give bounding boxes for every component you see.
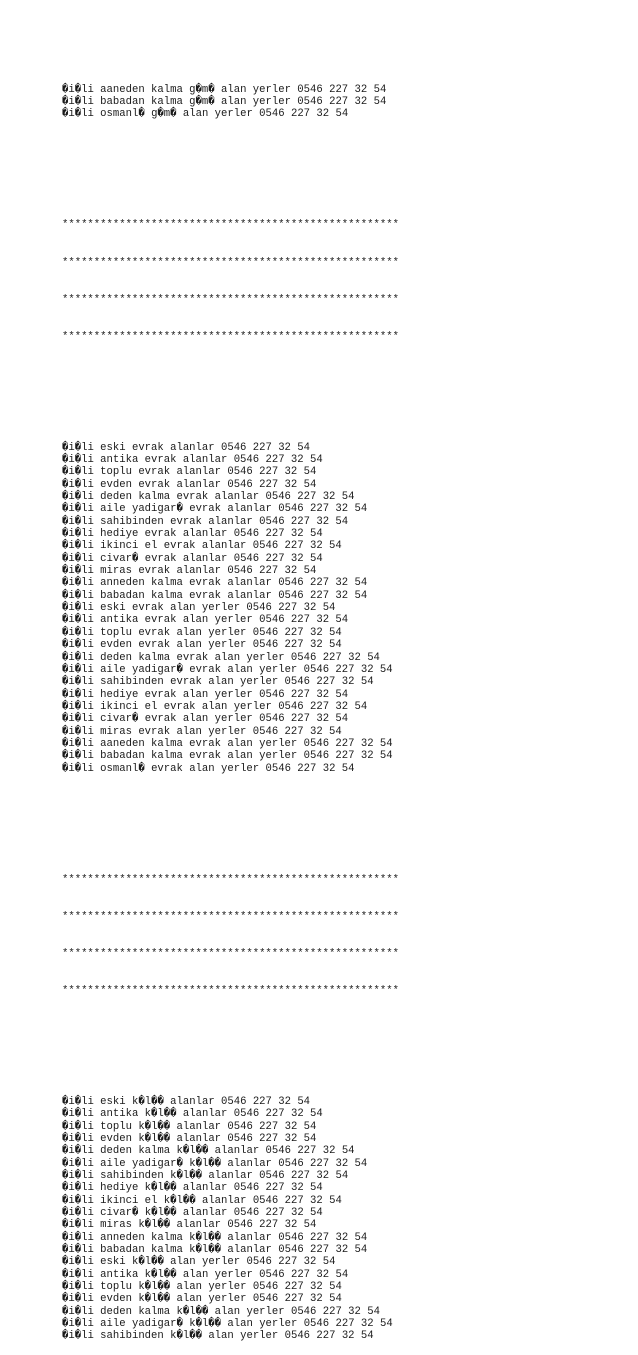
text-line: �i�li antika evrak alanlar 0546 227 32 54 — [62, 454, 323, 466]
text-line: �i�li hediye k�l�� alanlar 0546 227 32 54 — [62, 1182, 323, 1195]
text-line: �i�li toplu evrak alan yerler 0546 227 32 54 — [62, 626, 342, 639]
separator-line: ***************************************************** — [62, 256, 399, 269]
text-line: �i�li aile yadigar� k�l�� alan yerler 0546 227 32 54 — [62, 1318, 393, 1331]
text-line: �i�li aaneden kalma evrak alan yerler 0546 227 32 54 — [62, 737, 393, 750]
text-line: �i�li eski k�l�� alan yerler 0546 227 32 54 — [62, 1256, 336, 1269]
text-line: �i�li deden kalma k�l�� alan yerler 0546 227 32 54 — [62, 1305, 380, 1318]
spacer — [62, 800, 632, 825]
separator-line: ***************************************************** — [62, 219, 399, 232]
text-line: �i�li evden k�l�� alanlar 0546 227 32 54 — [62, 1132, 317, 1145]
text-line: �i�li deden kalma evrak alanlar 0546 227 32 54 — [62, 491, 355, 504]
text-line: �i�li anneden kalma evrak alanlar 0546 227 32 54 — [62, 577, 368, 590]
text-line: �i�li ikinci el evrak alan yerler 0546 227 32 54 — [62, 700, 368, 713]
text-line: �i�li evden k�l�� alan yerler 0546 227 32 54 — [62, 1293, 342, 1306]
text-line: �i�li sahibinden k�l�� alan yerler 0546 227 32 54 — [62, 1330, 374, 1343]
text-line: �i�li ikinci el evrak alanlar 0546 227 32 54 — [62, 540, 342, 553]
separator-line: ***************************************************** — [62, 293, 399, 306]
text-line: �i�li eski evrak alan yerler 0546 227 32 54 — [62, 602, 336, 615]
text-line: �i�li deden kalma evrak alan yerler 0546 227 32 54 — [62, 651, 380, 664]
text-line: �i�li aile yadigar� evrak alan yerler 0546 227 32 54 — [62, 663, 393, 676]
text-line: �i�li babadan kalma g�m� alan yerler 0546 227 32 54 — [62, 96, 387, 109]
text-line: �i�li osmanl� evrak alan yerler 0546 227 32 54 — [62, 762, 355, 775]
text-line: �i�li anneden kalma k�l�� alanlar 0546 227 32 54 — [62, 1231, 368, 1244]
text-line: �i�li babadan kalma evrak alanlar 0546 227 32 54 — [62, 589, 368, 602]
separator-line: ***************************************************** — [62, 873, 399, 886]
text-line: �i�li babadan kalma k�l�� alanlar 0546 227 32 54 — [62, 1244, 368, 1256]
text-line: �i�li hediye evrak alanlar 0546 227 32 54 — [62, 528, 323, 541]
text-line: �i�li hediye evrak alan yerler 0546 227 32 54 — [62, 688, 349, 701]
text-line: �i�li aile yadigar� k�l�� alanlar 0546 227 32 54 — [62, 1157, 368, 1170]
separator-line: ***************************************************** — [62, 984, 399, 997]
spacer — [62, 145, 632, 170]
text-line: �i�li ikinci el k�l�� alanlar 0546 227 32 54 — [62, 1194, 342, 1207]
text-block-3 — [62, 1096, 632, 1343]
text-line: �i�li babadan kalma evrak alan yerler 0546 227 32 54 — [62, 750, 393, 763]
text-line: �i�li civar� evrak alanlar 0546 227 32 54 — [62, 552, 323, 565]
text-line: �i�li aaneden kalma g�m� alan yerler 0546 227 32 54 — [62, 83, 387, 96]
text-line: �i�li miras k�l�� alanlar 0546 227 32 54 — [62, 1219, 317, 1232]
text-block-2 — [62, 442, 632, 775]
text-line: �i�li eski evrak alanlar 0546 227 32 54 — [62, 441, 310, 454]
text-line: �i�li aile yadigar� evrak alanlar 0546 227 32 54 — [62, 503, 368, 516]
document-page — [62, 59, 632, 1355]
text-line: �i�li eski k�l�� alanlar 0546 227 32 54 — [62, 1095, 311, 1108]
text-line: �i�li deden kalma k�l�� alanlar 0546 227 32 54 — [62, 1145, 355, 1158]
spacer — [62, 392, 632, 417]
text-line: �i�li miras evrak alan yerler 0546 227 32 54 — [62, 725, 342, 738]
separator-line: ***************************************************** — [62, 330, 399, 343]
text-line: �i�li evden evrak alanlar 0546 227 32 54 — [62, 478, 317, 491]
text-line: �i�li toplu k�l�� alan yerler 0546 227 32 54 — [62, 1281, 342, 1294]
text-line: �i�li sahibinden evrak alan yerler 0546 227 32 54 — [62, 676, 374, 689]
text-line: �i�li civar� k�l�� alanlar 0546 227 32 54 — [62, 1206, 323, 1219]
text-block-1 — [62, 84, 632, 121]
text-line: �i�li toplu k�l�� alanlar 0546 227 32 54 — [62, 1120, 317, 1133]
separator-block-2 — [62, 849, 632, 1022]
text-line: �i�li antika k�l�� alan yerler 0546 227 32 54 — [62, 1268, 349, 1281]
text-line: �i�li sahibinden k�l�� alanlar 0546 227 32 54 — [62, 1169, 349, 1182]
separator-block-1 — [62, 195, 632, 368]
text-line: �i�li toplu evrak alanlar 0546 227 32 54 — [62, 466, 317, 479]
separator-line: ***************************************************** — [62, 910, 399, 923]
separator-line: ***************************************************** — [62, 947, 399, 960]
text-line: �i�li antika evrak alan yerler 0546 227 32 54 — [62, 614, 349, 627]
text-line: �i�li sahibinden evrak alanlar 0546 227 32 54 — [62, 515, 349, 528]
text-line: �i�li miras evrak alanlar 0546 227 32 54 — [62, 565, 317, 578]
text-line: �i�li antika k�l�� alanlar 0546 227 32 54 — [62, 1108, 323, 1121]
text-line: �i�li evden evrak alan yerler 0546 227 32 54 — [62, 639, 342, 652]
text-line: �i�li osmanl� g�m� alan yerler 0546 227 32 54 — [62, 108, 349, 121]
text-line: �i�li civar� evrak alan yerler 0546 227 32 54 — [62, 713, 349, 726]
spacer — [62, 1047, 632, 1072]
